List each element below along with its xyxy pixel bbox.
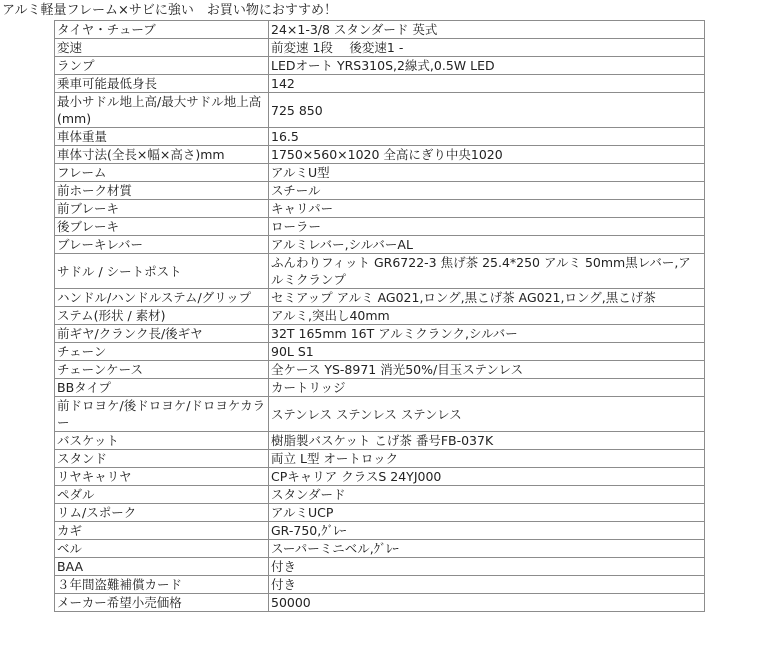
- spec-value: 16.5: [269, 128, 705, 146]
- spec-label: ３年間盗難補償カード: [55, 576, 269, 594]
- table-row: [55, 486, 705, 504]
- spec-value: 樹脂製バスケット こげ茶 番号FB-037K: [269, 432, 705, 450]
- spec-label: BBタイプ: [55, 379, 269, 397]
- spec-value: 両立 L型 オートロック: [269, 450, 705, 468]
- table-row: [55, 594, 705, 612]
- spec-label: ベル: [55, 540, 269, 558]
- table-row: [55, 361, 705, 379]
- table-row: [55, 218, 705, 236]
- spec-label: 車体寸法(全長×幅×高さ)mm: [55, 146, 269, 164]
- spec-value: カートリッジ: [269, 379, 705, 397]
- table-row: [55, 21, 705, 39]
- spec-label: リヤキャリヤ: [55, 468, 269, 486]
- spec-value: ローラー: [269, 218, 705, 236]
- table-row: [55, 468, 705, 486]
- spec-label: メーカー希望小売価格: [55, 594, 269, 612]
- table-row: [55, 397, 705, 432]
- spec-label: BAA: [55, 558, 269, 576]
- table-row: [55, 558, 705, 576]
- spec-value: 全ケース YS-8971 消光50%/目玉ステンレス: [269, 361, 705, 379]
- spec-value: セミアップ アルミ AG021,ロング,黒こげ茶 AG021,ロング,黒こげ茶: [269, 289, 705, 307]
- table-row: [55, 289, 705, 307]
- spec-label: リム/スポーク: [55, 504, 269, 522]
- spec-table: [54, 20, 705, 612]
- table-row: [55, 450, 705, 468]
- table-row: [55, 75, 705, 93]
- spec-label: チェーン: [55, 343, 269, 361]
- spec-label: 車体重量: [55, 128, 269, 146]
- spec-value: 24×1-3/8 スタンダード 英式: [269, 21, 705, 39]
- spec-label: チェーンケース: [55, 361, 269, 379]
- table-row: [55, 540, 705, 558]
- spec-value: 50000: [269, 594, 705, 612]
- spec-value: ふんわりフィット GR6722-3 焦げ茶 25.4*250 アルミ 50mm黒レバー,アルミクランプ: [269, 254, 705, 289]
- spec-value: スーパーミニベル,ｸﾞﾚｰ: [269, 540, 705, 558]
- spec-label: 前ギヤ/クランク長/後ギヤ: [55, 325, 269, 343]
- spec-value: スタンダード: [269, 486, 705, 504]
- spec-value: 付き: [269, 576, 705, 594]
- spec-label: 最小サドル地上高/最大サドル地上高(mm): [55, 93, 269, 128]
- table-row: [55, 343, 705, 361]
- spec-value: スチール: [269, 182, 705, 200]
- table-row: [55, 146, 705, 164]
- table-row: [55, 432, 705, 450]
- spec-label: バスケット: [55, 432, 269, 450]
- spec-value: ステンレス ステンレス ステンレス: [269, 397, 705, 432]
- spec-label: ペダル: [55, 486, 269, 504]
- spec-value: 32T 165mm 16T アルミクランク,シルバー: [269, 325, 705, 343]
- table-row: [55, 93, 705, 128]
- table-row: [55, 576, 705, 594]
- spec-label: フレーム: [55, 164, 269, 182]
- spec-value: GR-750,ｸﾞﾚｰ: [269, 522, 705, 540]
- spec-value: LEDオート YRS310S,2線式,0.5W LED: [269, 57, 705, 75]
- table-row: [55, 522, 705, 540]
- spec-label: カギ: [55, 522, 269, 540]
- spec-value: アルミ,突出し40mm: [269, 307, 705, 325]
- spec-label: 前ブレーキ: [55, 200, 269, 218]
- spec-label: ブレーキレバー: [55, 236, 269, 254]
- spec-value: アルミUCP: [269, 504, 705, 522]
- spec-value: CPキャリア クラスS 24YJ000: [269, 468, 705, 486]
- spec-value: 1750×560×1020 全高にぎり中央1020: [269, 146, 705, 164]
- spec-value: 付き: [269, 558, 705, 576]
- table-row: [55, 200, 705, 218]
- table-row: [55, 236, 705, 254]
- table-row: [55, 182, 705, 200]
- spec-label: 後ブレーキ: [55, 218, 269, 236]
- spec-label: ハンドル/ハンドルステム/グリップ: [55, 289, 269, 307]
- spec-value: 90L S1: [269, 343, 705, 361]
- table-row: [55, 325, 705, 343]
- table-row: [55, 379, 705, 397]
- spec-label: 前ホーク材質: [55, 182, 269, 200]
- spec-value: アルミレバー,シルバーAL: [269, 236, 705, 254]
- spec-value: キャリパー: [269, 200, 705, 218]
- spec-label: 前ドロヨケ/後ドロヨケ/ドロヨケカラー: [55, 397, 269, 432]
- table-row: [55, 504, 705, 522]
- spec-value: 725 850: [269, 93, 705, 128]
- spec-value: アルミU型: [269, 164, 705, 182]
- table-row: [55, 164, 705, 182]
- spec-label: 乗車可能最低身長: [55, 75, 269, 93]
- spec-label: 変速: [55, 39, 269, 57]
- spec-label: ランプ: [55, 57, 269, 75]
- table-row: [55, 39, 705, 57]
- table-row: [55, 254, 705, 289]
- spec-value: 前変速 1段 後変速1 -: [269, 39, 705, 57]
- table-row: [55, 128, 705, 146]
- table-row: [55, 57, 705, 75]
- table-row: [55, 307, 705, 325]
- spec-label: タイヤ・チューブ: [55, 21, 269, 39]
- spec-value: 142: [269, 75, 705, 93]
- spec-label: サドル / シートポスト: [55, 254, 269, 289]
- page-title: アルミ軽量フレーム×サビに強い お買い物におすすめ！: [2, 3, 337, 18]
- spec-label: ステム(形状 / 素材): [55, 307, 269, 325]
- spec-label: スタンド: [55, 450, 269, 468]
